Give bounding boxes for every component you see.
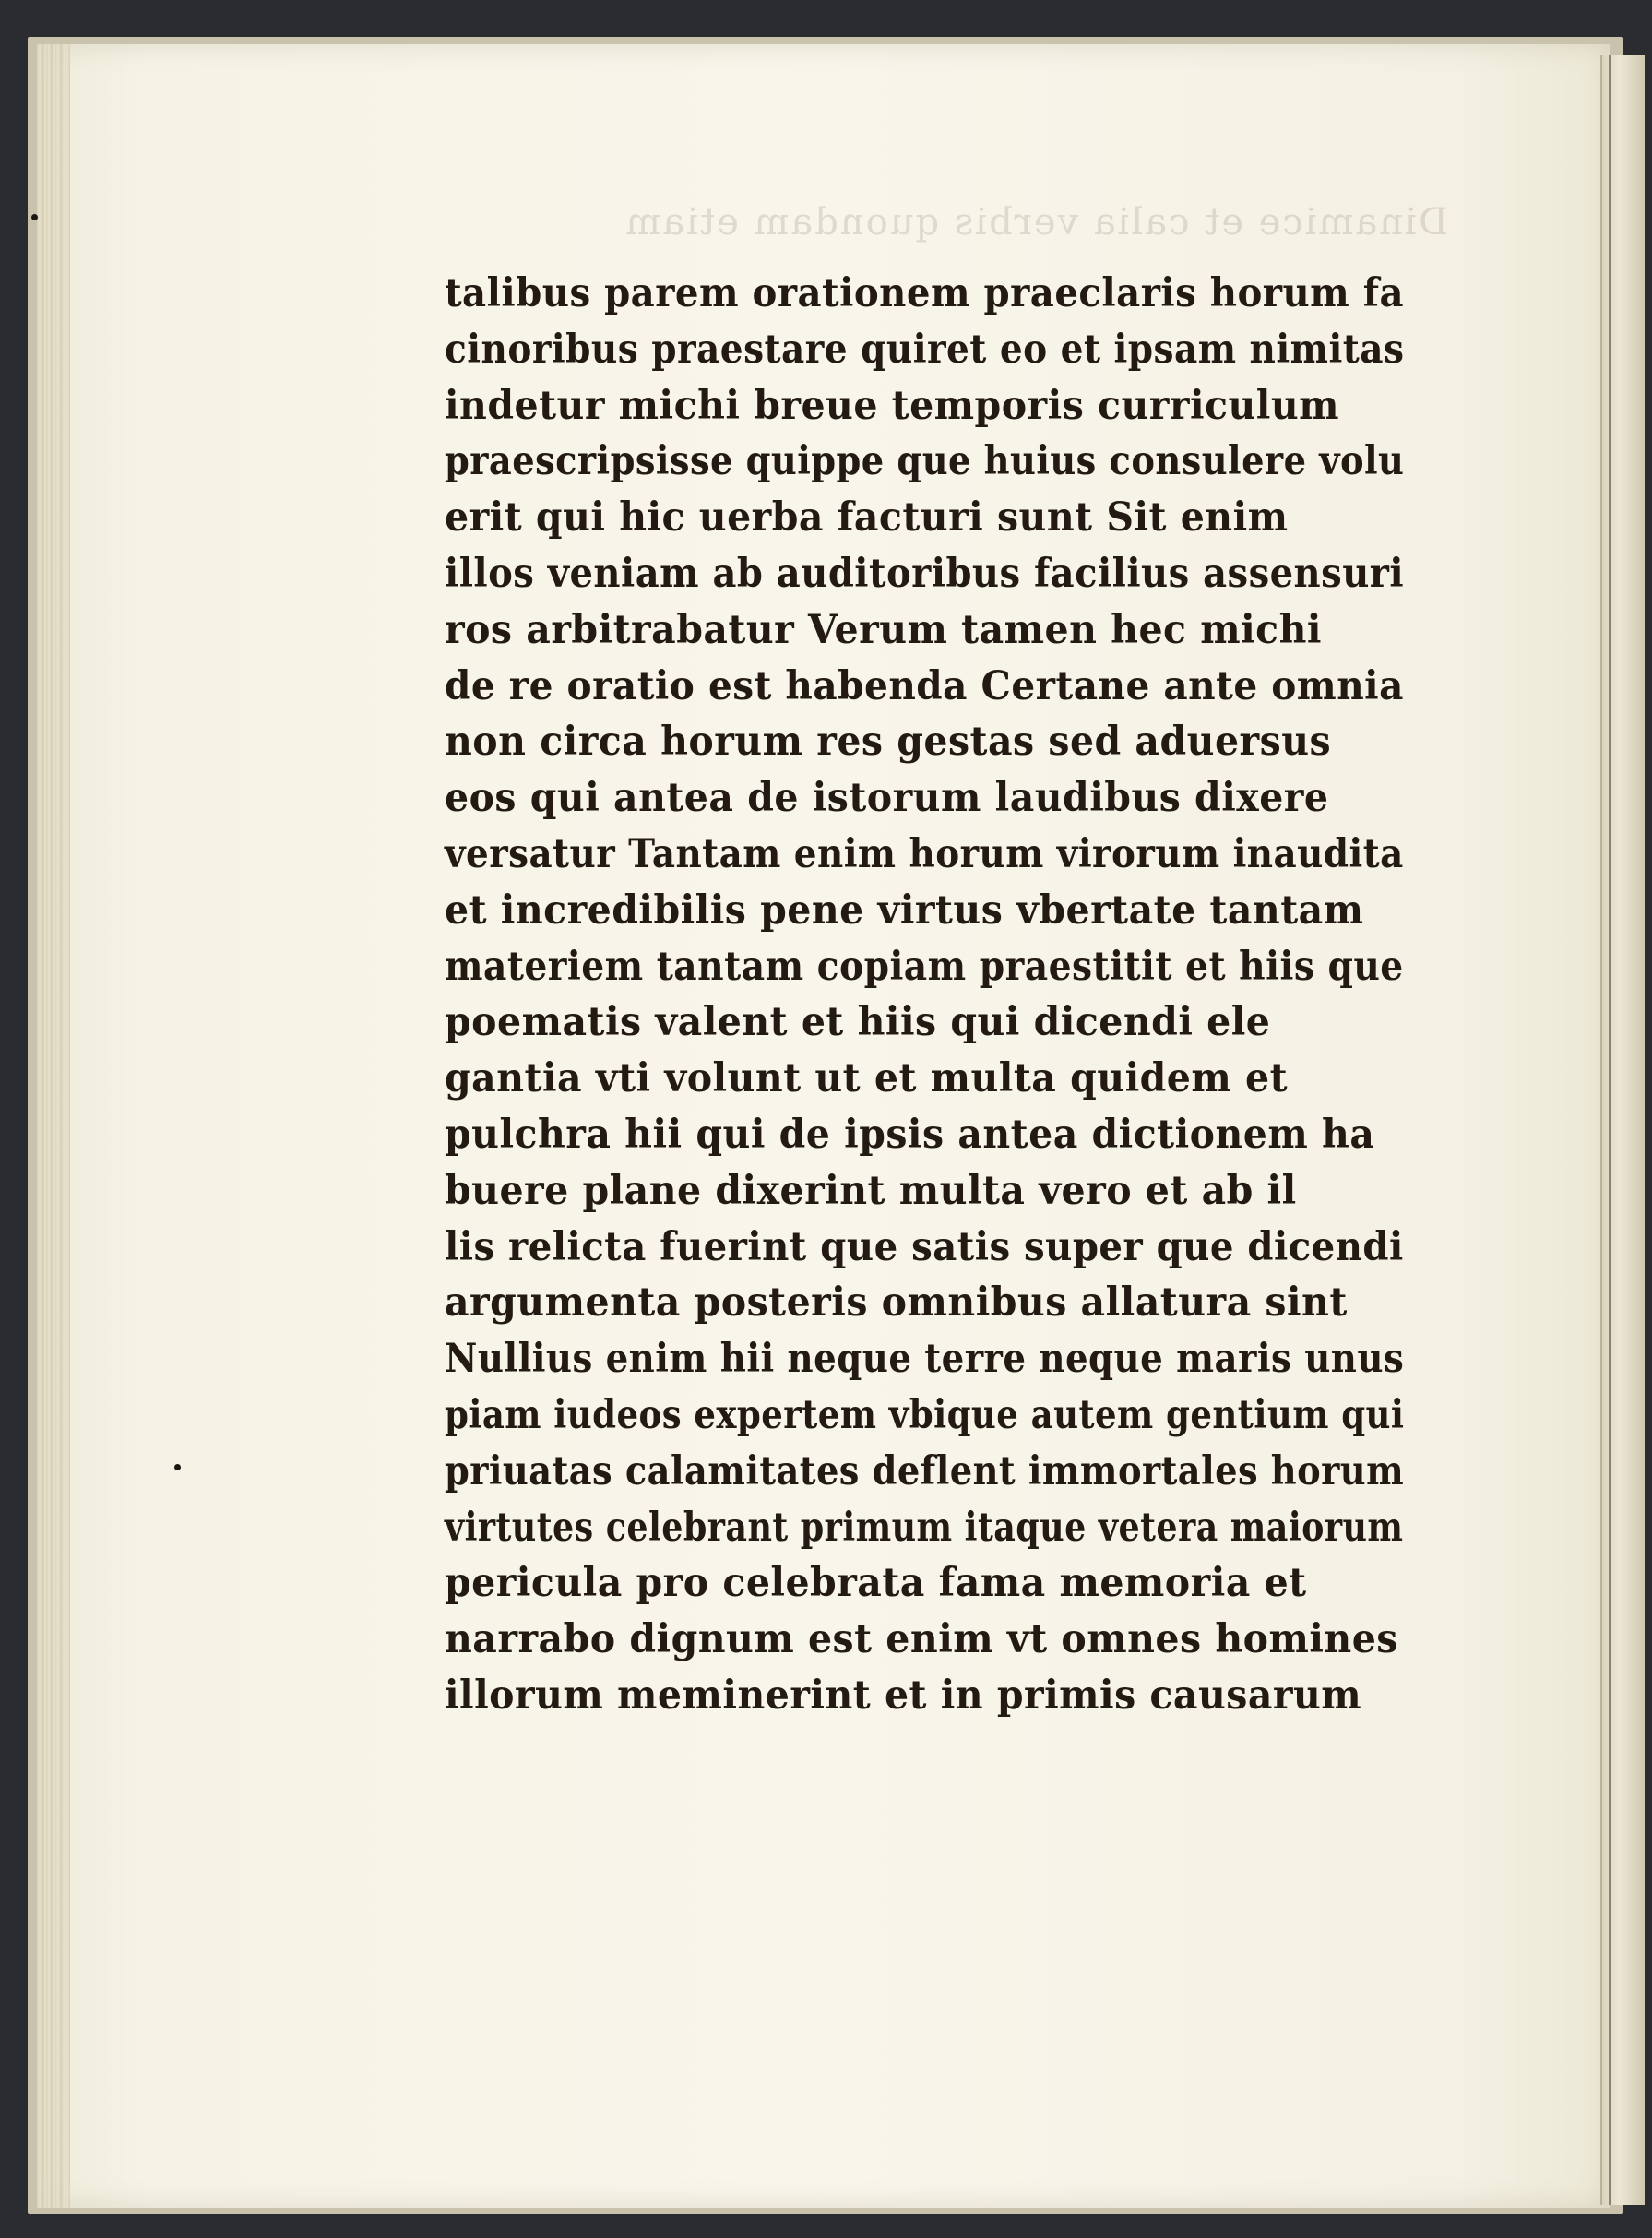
manuscript-line: non circa horum res gestas sed aduersus (445, 719, 1332, 766)
manuscript-line: lis relicta fuerint que satis super que dicendi (445, 1223, 1404, 1270)
manuscript-line: gantia vti volunt ut et multa quidem et (445, 1055, 1289, 1102)
manuscript-line: poematis valent et hiis qui dicendi ele (445, 999, 1271, 1046)
manuscript-line: praescripsisse quippe que huius consulere volu (445, 438, 1405, 485)
manuscript-line: buere plane dixerint multa vero et ab il (445, 1167, 1297, 1214)
manuscript-line: cinoribus praestare quiret eo et ipsam nimitas (445, 326, 1405, 373)
manuscript-line: de re oratio est habenda Certane ante omnia (445, 662, 1404, 709)
manuscript-line: ros arbitrabatur Verum tamen hec michi (445, 606, 1323, 653)
manuscript-line: Nullius enim hii neque terre neque maris unus (445, 1336, 1405, 1383)
manuscript-line: materiem tantam copiam praestitit et hiis que (445, 943, 1404, 990)
manuscript-line: argumenta posteris omnibus allatura sint (445, 1280, 1348, 1327)
page-gutter-edge (37, 44, 70, 2208)
manuscript-line: pericula pro celebrata fama memoria et (445, 1560, 1307, 1607)
manuscript-line: eos qui antea de istorum laudibus dixere (445, 775, 1329, 822)
manuscript-line: indetur michi breue temporis curriculum (445, 382, 1340, 429)
page-fold-line (1609, 55, 1611, 2205)
manuscript-line: illos veniam ab auditoribus facilius assensuri (445, 550, 1405, 597)
manuscript-line: pulchra hii qui de ipsis antea dictionem ha (445, 1111, 1375, 1158)
manuscript-line: virtutes celebrant primum itaque vetera maiorum (445, 1504, 1404, 1551)
manuscript-line: erit qui hic uerba facturi sunt Sit enim (445, 494, 1289, 542)
manuscript-line: narrabo dignum est enim vt omnes homines (445, 1616, 1398, 1663)
facing-page-edge (1600, 55, 1645, 2205)
manuscript-line: versatur Tantam enim horum virorum inaudita (445, 830, 1404, 877)
manuscript-line: piam iudeos expertem vbique autem gentium qui (445, 1391, 1405, 1438)
manuscript-line: priuatas calamitates deflent immortales horum (445, 1447, 1405, 1494)
margin-mark-middle (174, 1464, 181, 1470)
bleed-through-text: Dinamice et calia verbis quondam etiam (624, 201, 1448, 244)
manuscript-line: et incredibilis pene virtus vbertate tantam (445, 887, 1364, 934)
manuscript-line: talibus parem orationem praeclaris horum fa (445, 270, 1405, 316)
manuscript-text-block (445, 266, 1450, 1724)
manuscript-line: illorum meminerint et in primis causarum (445, 1672, 1362, 1719)
margin-mark-top (31, 214, 38, 220)
